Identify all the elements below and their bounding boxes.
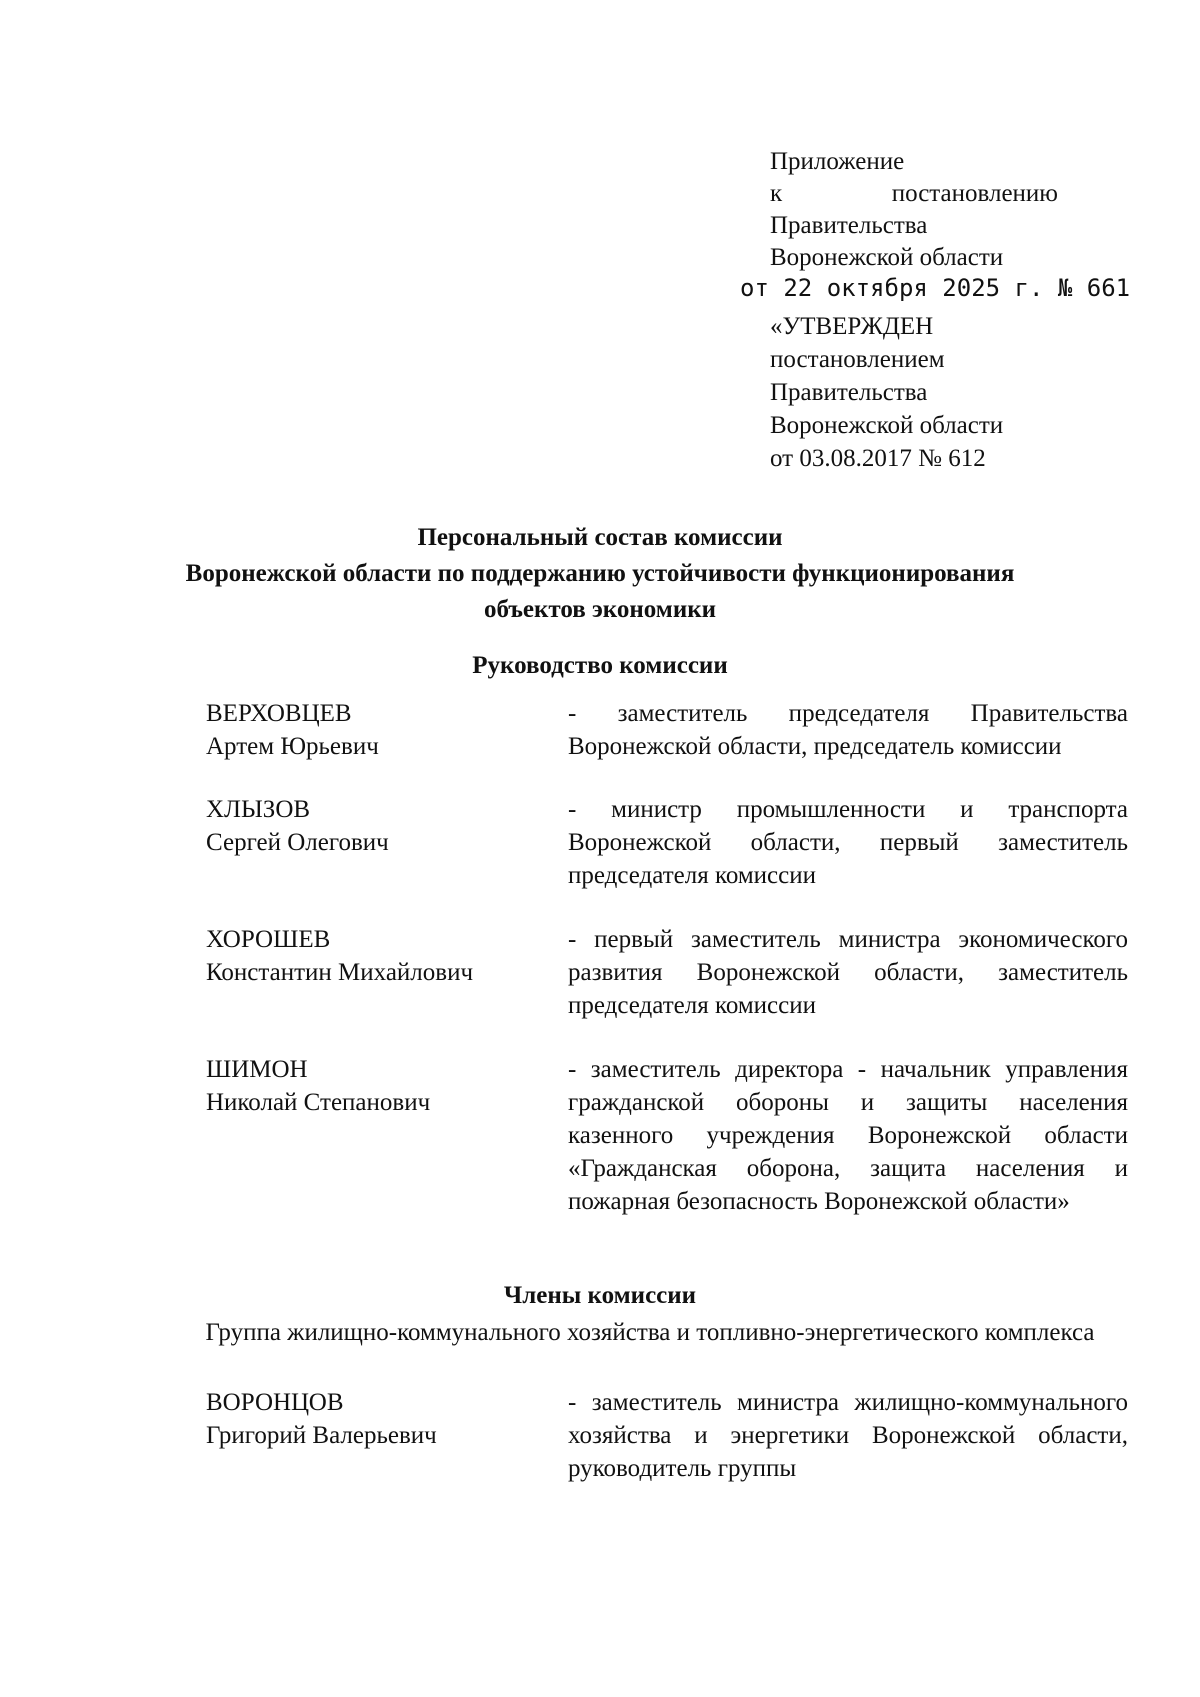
person-surname: ШИМОН (206, 1056, 308, 1083)
approved-government: Правительства (770, 379, 928, 406)
appendix-government: Правительства (770, 212, 928, 239)
title-line-2: Воронежской области по поддержанию устойчивости функционирования (185, 560, 1015, 587)
person-given-name: Сергей Олегович (206, 829, 389, 856)
section-members-heading: Члены комиссии (503, 1282, 697, 1309)
group-heading: Группа жилищно-коммунального хозяйства и топливно-энергетического комплекса (205, 1319, 1095, 1346)
appendix-block (770, 146, 1070, 274)
appendix-region: Воронежской области (770, 244, 1004, 271)
person-given-name: Константин Михайлович (206, 959, 474, 986)
person-role: - заместитель министра жилищно-коммунального хозяйства и энергетики Воронежской области, руководитель группы (568, 1389, 1128, 1482)
title-line-3: объектов экономики (483, 596, 717, 623)
person-name (206, 793, 546, 859)
title-line-1: Персональный состав комиссии (417, 524, 783, 551)
person-name (206, 923, 546, 989)
person-name (206, 697, 546, 763)
person-surname: ВЕРХОВЦЕВ (206, 700, 352, 727)
person-surname: ХОРОШЕВ (206, 926, 331, 953)
person-surname: ХЛЫЗОВ (206, 796, 311, 823)
person-role: - первый заместитель министра экономического развития Воронежской области, заместитель председателя комиссии (568, 926, 1128, 1019)
person-role: - заместитель председателя Правительства Воронежской области, председатель комиссии (568, 700, 1128, 760)
person-surname: ВОРОНЦОВ (206, 1389, 344, 1416)
person-given-name: Артем Юрьевич (206, 733, 379, 760)
appendix-preposition: к (770, 180, 783, 207)
approved-date: от 03.08.2017 № 612 (770, 445, 986, 472)
approved-label: «УТВЕРЖДЕН (770, 313, 934, 340)
person-name (206, 1386, 546, 1452)
document-title (100, 520, 1100, 628)
person-role: - заместитель директора - начальник управления гражданской обороны и защиты населения казенного учреждения Воронежской области «Гражданская оборона, защита населения и пожарная безопасность Воронежской области» (568, 1056, 1128, 1215)
appendix-to-decree (770, 178, 1058, 210)
person-given-name: Григорий Валерьевич (206, 1422, 437, 1449)
person-given-name: Николай Степанович (206, 1089, 431, 1116)
person-name (206, 1053, 546, 1119)
approved-block (770, 310, 1003, 475)
decree-date-number: от 22 октября 2025 г. № 661 (740, 274, 1131, 302)
appendix-label: Приложение (770, 148, 905, 175)
approved-region: Воронежской области (770, 412, 1004, 439)
section-leadership-heading: Руководство комиссии (472, 652, 728, 679)
appendix-decree-word: постановлению (891, 180, 1058, 207)
approved-by: постановлением (770, 346, 945, 373)
person-role: - министр промышленности и транспорта Воронежской области, первый заместитель председателя комиссии (568, 796, 1128, 889)
